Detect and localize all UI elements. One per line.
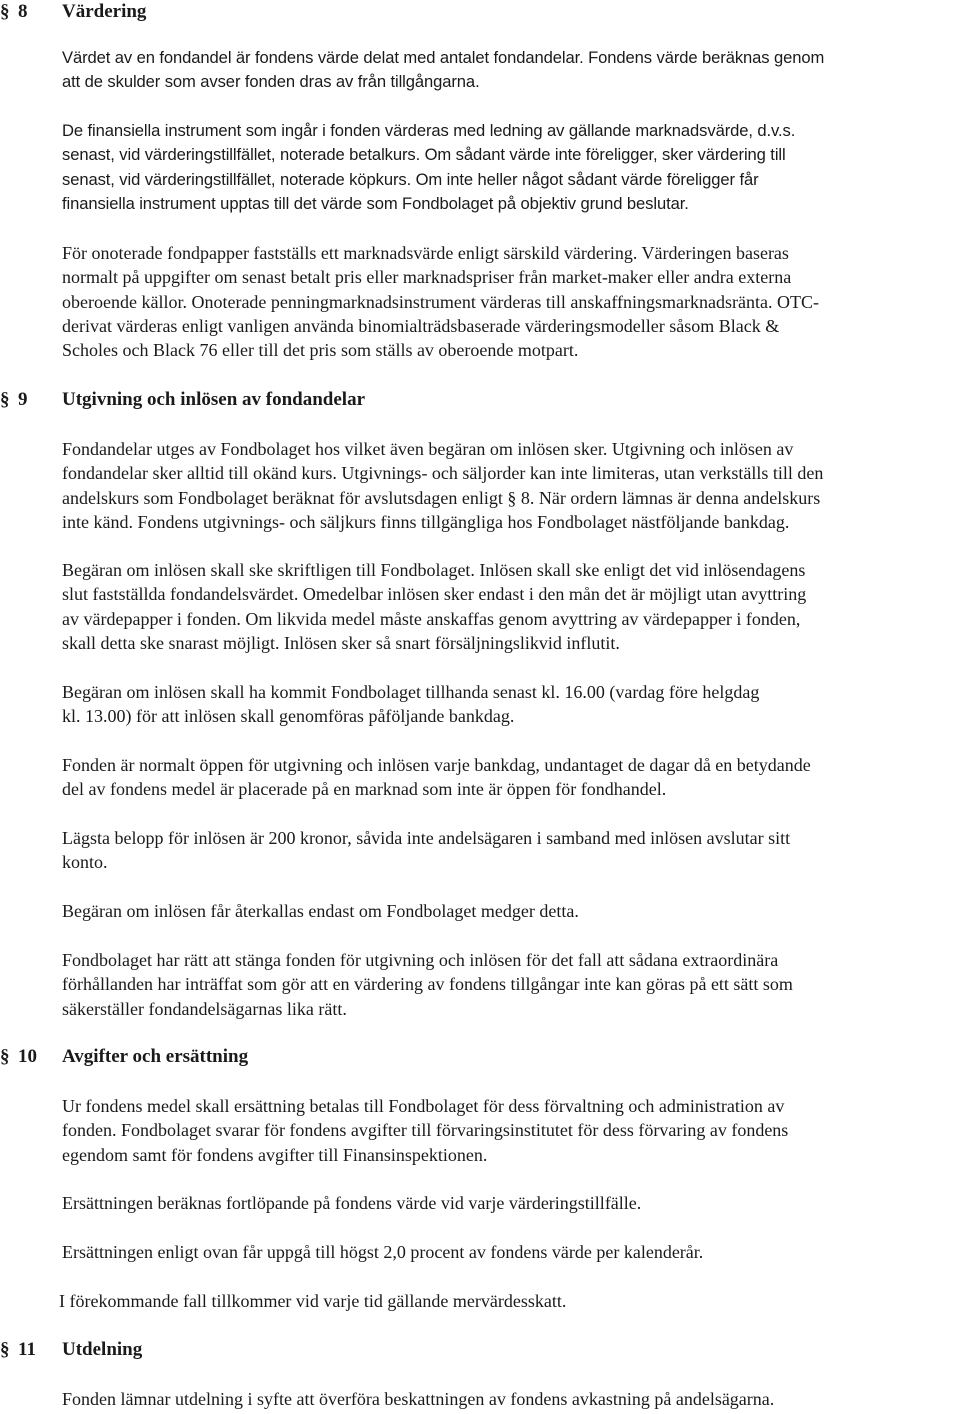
section-symbol: § <box>0 1 10 22</box>
section-11-heading <box>0 1338 960 1362</box>
paragraph: Ur fondens medel skall ersättning betalas till Fondbolaget för dess förvaltning och administration av fonden. Fondbolaget svarar för fondens avgifter till förvaringsinstitutet för dess förvaring av fondens egendom samt för fondens avgifter till Finansinspektionen. <box>62 1096 789 1165</box>
section-number: 10 <box>18 1046 37 1067</box>
section-title: Utgivning och inlösen av fondandelar <box>62 389 365 410</box>
paragraph: Begäran om inlösen skall ske skriftligen till Fondbolaget. Inlösen skall ske enligt det vid inlösendagens slut fastställda fondandelsvärdet. Omedelbar inlösen sker endast i den mån det är möjligt utan avyttring av värdepapper i fonden. Om likvida medel måste anskaffas genom avyttring av värdepapper i fonden, skall detta ske snarast möjligt. Inlösen sker så snart försäljningslikvid influtit. <box>62 560 807 653</box>
paragraph: Fonden är normalt öppen för utgivning och inlösen varje bankdag, undantaget de dagar då en betydande del av fondens medel är placerade på en marknad som inte är öppen för fondhandel. <box>62 755 811 800</box>
paragraph: Ersättningen beräknas fortlöpande på fondens värde vid varje värderingstillfälle. <box>62 1193 642 1213</box>
paragraph: Lägsta belopp för inlösen är 200 kronor, såvida inte andelsägaren i samband med inlösen avslutar sitt konto. <box>62 828 791 873</box>
section-number: 9 <box>18 389 28 410</box>
paragraph: Fondbolaget har rätt att stänga fonden för utgivning och inlösen för det fall att sådana extraordinära förhållanden har inträffat som gör att en värdering av fondens tillgångar inte kan göras på ett sätt som säkerställer fondandelsägarnas lika rätt. <box>62 950 793 1019</box>
section-title: Utdelning <box>62 1339 143 1360</box>
section-8-heading <box>0 0 960 24</box>
paragraph: Fondandelar utges av Fondbolaget hos vilket även begäran om inlösen sker. Utgivning och inlösen av fondandelar sker alltid till okänd kurs. Utgivnings- och säljorder kan inte limiteras, utan verkställs till den andelskurs som Fondbolaget beräknat för avslutsdagen enligt § 8. När ordern lämnas är denna andelskurs inte känd. Fondens utgivnings- och säljkurs finns tillgängliga hos Fondbolaget nästföljande bankdag. <box>62 439 824 532</box>
paragraph: Begäran om inlösen får återkallas endast om Fondbolaget medger detta. <box>62 901 579 921</box>
section-symbol: § <box>0 389 10 410</box>
section-10-heading <box>0 1045 960 1069</box>
section-symbol: § <box>0 1046 10 1067</box>
section-number: 11 <box>18 1339 36 1360</box>
section-9-heading <box>0 388 960 412</box>
section-symbol: § <box>0 1339 10 1360</box>
paragraph: Ersättningen enligt ovan får uppgå till högst 2,0 procent av fondens värde per kalenderår. <box>62 1242 704 1262</box>
paragraph: Fonden lämnar utdelning i syfte att överföra beskattningen av fondens avkastning på andelsägarna. <box>62 1389 775 1409</box>
paragraph: Värdet av en fondandel är fondens värde delat med antalet fondandelar. Fondens värde beräknas genom att de skulder som avser fonden dras av från tillgångarna. <box>62 48 825 92</box>
paragraph: De finansiella instrument som ingår i fonden värderas med ledning av gällande marknadsvärde, d.v.s. senast, vid värderingstillfället, noterade betalkurs. Om sådant värde inte föreligger, sker värdering till senast, vid värderingstillfället, noterade köpkurs. Om inte heller något sådant värde föreligger får finansiella instrument upptas till det värde som Fondbolaget på objektiv grund beslutar. <box>62 121 796 213</box>
section-title: Värdering <box>62 1 147 22</box>
paragraph: Begäran om inlösen skall ha kommit Fondbolaget tillhanda senast kl. 16.00 (vardag före helgdag kl. 13.00) för att inlösen skall genomföras påföljande bankdag. <box>62 682 760 727</box>
section-number: 8 <box>18 1 28 22</box>
paragraph: För onoterade fondpapper fastställs ett marknadsvärde enligt särskild värdering. Värderingen baseras normalt på uppgifter om senast betalt pris eller marknadspriser från market-maker eller andra externa oberoende källor. Onoterade penningmarknadsinstrument värderas till anskaffningsmarknadsränta. OTC- derivat värderas enligt vanligen använda binomialträdsbaserade värderingsmodeller såsom Black & Scholes och Black 76 eller till det pris som ställs av oberoende motpart. <box>62 243 819 361</box>
paragraph: I förekommande fall tillkommer vid varje tid gällande mervärdesskatt. <box>59 1291 567 1311</box>
section-title: Avgifter och ersättning <box>62 1046 249 1067</box>
